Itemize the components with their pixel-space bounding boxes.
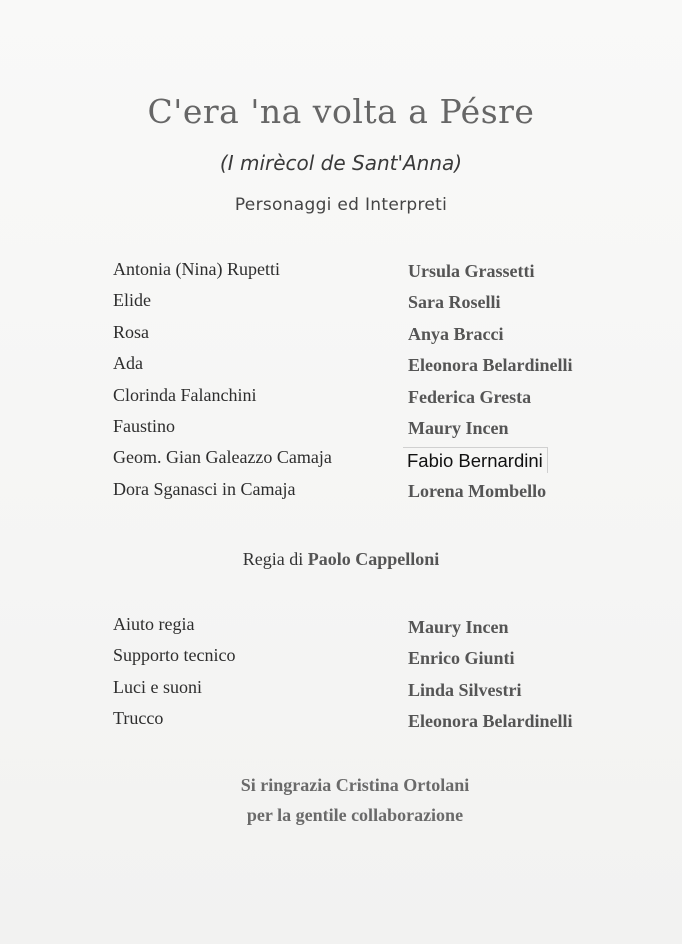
cast-actor-pasted-label: Fabio Bernardini <box>403 447 548 473</box>
crew-role: Aiuto regia <box>113 614 195 634</box>
cast-actor: Lorena Mombello <box>408 480 547 501</box>
page-title: C'era 'na volta a Pésre <box>147 92 535 131</box>
crew-roles-column <box>113 610 235 736</box>
crew-role: Trucco <box>113 708 164 729</box>
acknowledgement <box>0 770 682 830</box>
cast-actor: Anya Bracci <box>408 323 504 344</box>
director-name: Paolo Cappelloni <box>307 549 440 569</box>
crew-actor: Maury Incen <box>408 617 509 637</box>
cast-roles-column <box>113 255 332 506</box>
cast-role: Dora Sganasci in Camaja <box>113 478 296 499</box>
crew-actors-column <box>408 613 573 739</box>
cast-actors-column <box>408 257 573 508</box>
crew-actor: Eleonora Belardinelli <box>408 711 573 732</box>
cast-actor: Sara Roselli <box>408 292 501 313</box>
cast-role: Antonia (Nina) Rupetti <box>113 259 280 279</box>
cast-actor: Ursula Grassetti <box>408 261 535 281</box>
acknowledgement-line: per la gentile collaborazione <box>246 805 464 825</box>
cast-role: Rosa <box>113 321 149 342</box>
crew-actor: Enrico Giunti <box>408 648 515 669</box>
cast-role: Geom. Gian Galeazzo Camaja <box>113 447 332 468</box>
cast-actor: Maury Incen <box>408 417 509 438</box>
cast-heading: Personaggi ed Interpreti <box>234 195 448 215</box>
direction-credit <box>0 549 682 570</box>
cast-role: Ada <box>113 353 143 374</box>
direction-prefix: Regia di <box>242 549 304 569</box>
page-subtitle: (I mirècol de Sant'Anna) <box>219 151 463 175</box>
cast-role: Faustino <box>113 415 176 436</box>
cast-role: Clorinda Falanchini <box>113 384 257 405</box>
crew-role: Luci e suoni <box>113 676 202 697</box>
crew-actor: Linda Silvestri <box>408 679 522 700</box>
crew-role: Supporto tecnico <box>113 645 236 666</box>
acknowledgement-line: Si ringrazia Cristina Ortolani <box>240 775 470 795</box>
cast-role: Elide <box>113 290 151 311</box>
cast-actor: Eleonora Belardinelli <box>408 355 573 376</box>
cast-actor: Federica Gresta <box>408 386 532 407</box>
